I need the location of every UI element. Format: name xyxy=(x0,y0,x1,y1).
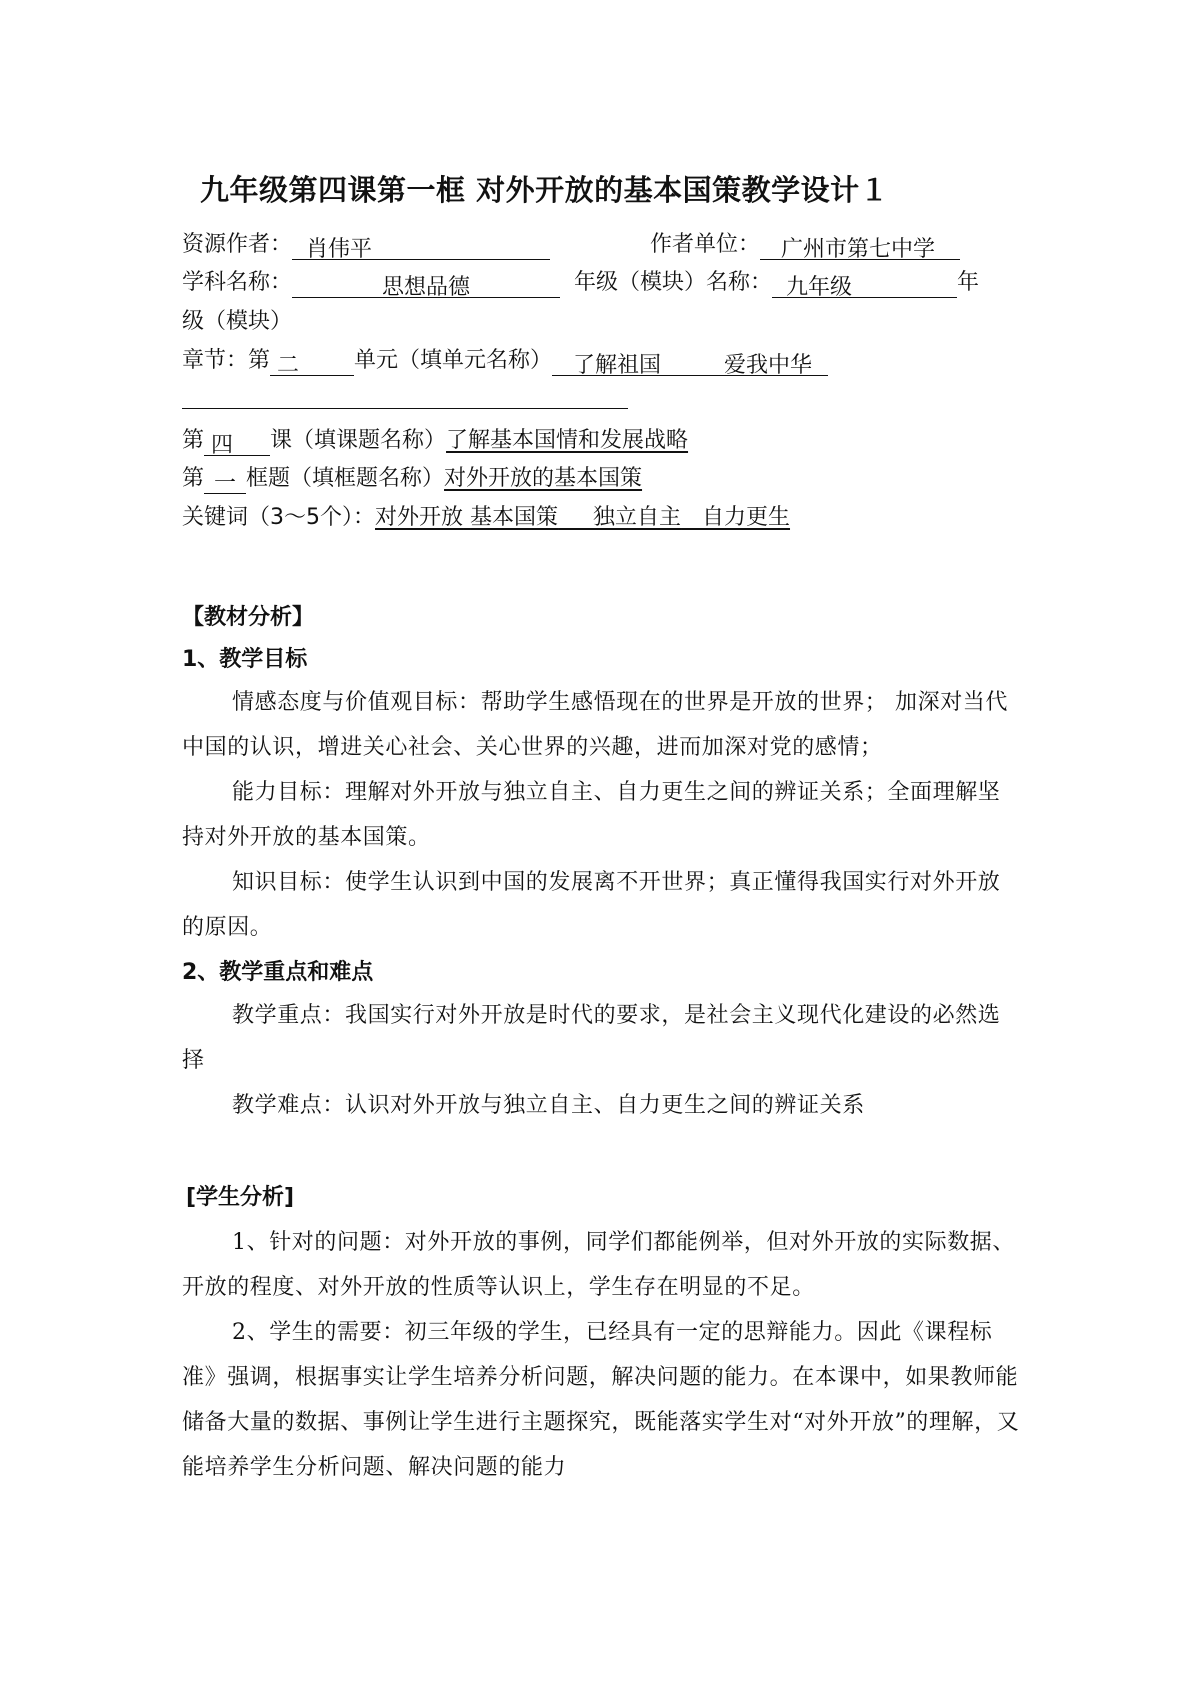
subject-row xyxy=(182,268,979,298)
goal-emotion-paragraph: 情感态度与价值观目标：帮助学生感悟现在的世界是开放的世界； 加深对当代中国的认识，增进关心社会、关心世界的兴趣，进而加深对党的感情； xyxy=(182,690,1008,760)
author-label: 资源作者： xyxy=(182,232,293,257)
frame-name: 对外开放的基本国策 xyxy=(444,466,643,491)
grade-field xyxy=(772,273,957,298)
focus-key-paragraph: 教学重点：我国实行对外开放是时代的要求，是社会主义现代化建设的必然选择 xyxy=(182,1003,1001,1073)
lesson-mid: 课（填课题名称） xyxy=(270,428,447,453)
chapter-name-field xyxy=(552,351,828,376)
keyword: 基本国策 xyxy=(470,505,559,530)
keyword: 对外开放 xyxy=(375,505,464,530)
chapter-label: 章节：第 xyxy=(182,348,271,373)
lesson-no-field xyxy=(204,431,270,456)
student-needs-paragraph: 2、学生的需要：初三年级的学生，已经具有一定的思辩能力。因此《课程标准》强调，根据事实让学生培养分析问题，解决问题的能力。在本课中，如果教师能储备大量的数据、事例让学生进行主题探究，既能落实学生对“对外开放”的理解，又能培养学生分析问题、解决问题的能力 xyxy=(182,1320,1020,1480)
keyword: 自力更生 xyxy=(702,505,791,530)
frame-mid: 框题（填框题名称） xyxy=(246,466,445,491)
keyword: 独立自主 xyxy=(593,505,682,530)
frame-label: 第 xyxy=(182,466,205,491)
grade-label: 年级（模块）名称： xyxy=(574,270,773,295)
frame-no-field xyxy=(204,469,246,494)
chapter-continuation-rule xyxy=(182,408,628,409)
grade-wrap-row: 级（模块） xyxy=(182,309,293,334)
author-row xyxy=(182,230,550,260)
unit-label: 作者单位： xyxy=(650,232,761,257)
grade-tail: 年 xyxy=(957,270,980,295)
focus-difficult-paragraph: 教学难点：认识对外开放与独立自主、自力更生之间的辨证关系 xyxy=(232,1093,865,1118)
keywords-label: 关键词（3～5个）： xyxy=(182,505,375,530)
page-title: 九年级第四课第一框 对外开放的基本国策教学设计１ xyxy=(200,173,890,207)
focus-heading: 2、教学重点和难点 xyxy=(182,960,374,985)
student-problem-paragraph: 1、针对的问题：对外开放的事例，同学们都能例举，但对外开放的实际数据、开放的程度、对外开放的性质等认识上，学生存在明显的不足。 xyxy=(182,1230,1015,1300)
lesson-name: 了解基本国情和发展战略 xyxy=(446,428,689,453)
frame-row xyxy=(182,464,642,494)
subject-label: 学科名称： xyxy=(182,270,293,295)
subject-field xyxy=(292,273,560,298)
chapter-row xyxy=(182,346,828,376)
chapter-no-field xyxy=(270,351,354,376)
subject-value: 思想品德 xyxy=(382,275,471,300)
material-analysis-heading: 【教材分析】 xyxy=(182,605,315,630)
student-analysis-heading: [学生分析] xyxy=(186,1185,295,1210)
unit-value: 广州市第七中学 xyxy=(781,237,936,262)
goal-ability-paragraph: 能力目标：理解对外开放与独立自主、自力更生之间的辨证关系；全面理解坚持对外开放的基本国策。 xyxy=(182,780,1001,850)
unit-row xyxy=(650,230,960,260)
author-field xyxy=(292,235,550,260)
lesson-row xyxy=(182,426,688,456)
chapter-name-1: 了解祖国 xyxy=(573,353,662,378)
chapter-no: 二 xyxy=(277,353,300,378)
lesson-label: 第 xyxy=(182,428,205,453)
unit-field xyxy=(760,235,960,260)
lesson-no: 四 xyxy=(211,433,234,458)
grade-value: 九年级 xyxy=(786,275,853,300)
teaching-goals-heading: 1、教学目标 xyxy=(182,647,308,672)
goal-knowledge-paragraph: 知识目标：使学生认识到中国的发展离不开世界；真正懂得我国实行对外开放的原因。 xyxy=(182,870,1001,940)
frame-no: 一 xyxy=(214,471,237,496)
chapter-mid: 单元（填单元名称） xyxy=(354,348,553,373)
keywords-values xyxy=(375,505,790,530)
keywords-row xyxy=(182,503,790,533)
chapter-name-2: 爱我中华 xyxy=(723,353,812,378)
author-value: 肖伟平 xyxy=(306,237,373,262)
